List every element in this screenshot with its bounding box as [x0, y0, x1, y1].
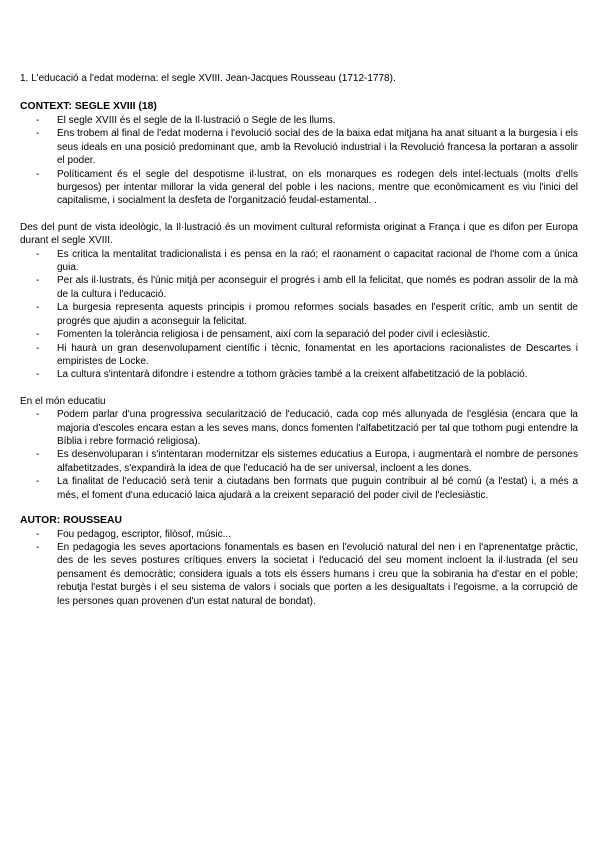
list-item: - El segle XVIII és el segle de la Il·lustració o Segle de les llums.	[20, 114, 578, 127]
context-list	[20, 114, 578, 208]
list-item: - Ens trobem al final de l'edat moderna i l'evolució social des de la baixa edat mitjana ha anat situant a la burgesia i els seus ideals en una posició predominant que, amb la Revolució industrial i la Revolució francesa la portaran a assolir el poder.	[20, 127, 578, 167]
author-heading: AUTOR: ROUSSEAU	[20, 514, 122, 526]
list-item: - Políticament és el segle del despotisme il·lustrat, on els monarques es rodegen dels intel·lectuals (molts d'ells burgesos) per intentar millorar la vida general del poble i les nacions, mentre que econòmicament es viu l'inici del capitalisme, i socialment la desfeta de l'organització feudal-estamental. .	[20, 168, 578, 208]
context-heading: CONTEXT: SEGLE XVIII (18)	[20, 101, 157, 113]
list-item: - Per als il·lustrats, és l'únic mitjà per aconseguir el progrés i amb ell la felicitat, que només es podran assolir de la mà de la cultura i l'educació.	[20, 274, 578, 301]
list-item: - Es critica la mentalitat tradicionalista i es pensa en la raó; el raonament o capacitat racional de l'home com a única guia.	[20, 248, 578, 275]
list-item: - Fou pedagog, escriptor, filòsof, músic...	[20, 528, 578, 541]
list-item: - Es desenvoluparan i s'intentaran modernitzar els sistemes educatius a Europa, i augmentarà el nombre de persones alfabetitzades, s'expandirà la idea de que l'educació ha de ser universal, incloent a les dones.	[20, 448, 578, 475]
ideology-intro: Des del punt de vista ideològic, la Il·lustració és un moviment cultural reformista originat a França i que es difon per Europa durant el segle XVIII.	[20, 221, 578, 247]
author-list	[20, 528, 578, 608]
list-item: - Hi haurà un gran desenvolupament científic i tècnic, fonamentat en les aportacions racionalistes de Descartes i empiristes de Locke.	[20, 342, 578, 369]
spacer	[20, 382, 578, 395]
list-item: - La burgesia representa aquests principis i promou reformes socials basades en l'esperit crític, amb un sentit de progrés que ajudin a aconseguir la felicitat.	[20, 301, 578, 328]
ideology-list	[20, 248, 578, 382]
education-list	[20, 408, 578, 502]
list-item: - La cultura s'intentarà difondre i estendre a tothom gràcies també a la creixent alfabetització de la població.	[20, 368, 578, 381]
document-title: 1. L'educació a l'edat moderna: el segle XVIII. Jean-Jacques Rousseau (1712-1778).	[20, 73, 396, 84]
list-item: - Fomenten la tolerància religiosa i de pensament, així com la separació del poder civil i eclesiàstic.	[20, 328, 578, 341]
document-body	[20, 72, 578, 608]
spacer	[20, 208, 578, 221]
spacer	[20, 502, 578, 514]
education-intro: En el món educatiu	[20, 395, 106, 407]
list-item: - En pedagogia les seves aportacions fonamentals es basen en l'evolució natural del nen i en l'aprenentatge pràctic, des de les seves postures crítiques envers la societat i l'educació del seu moment incloent la il·lustrada (el seu pensament és democràtic; considera iguals a tots els éssers humans i creu que la sobirania ha d'estar en el poble; rebutja l'estat burgès i el seu sistema de valors i socials que porten a les desigualtats i l'egoisme, a la corrupció de les persones quan provenen d'un estat natural de bondat).	[20, 541, 578, 608]
list-item: - Podem parlar d'una progressiva secularització de l'educació, cada cop més allunyada de l'església (encara que la majoria d'escoles encara estan a les seves mans, doncs fomenten l'alfabetització per tal que tothom pugi entendre la Bíblia i rebre formació religiosa).	[20, 408, 578, 448]
list-item: - La finalitat de l'educació serà tenir a ciutadans ben formats que puguin contribuir al bé comú (a l'estat) i, a més a més, el foment d'una educació laica ajudarà a la creixent separació del poder civil de l'eclesiàstic.	[20, 475, 578, 502]
